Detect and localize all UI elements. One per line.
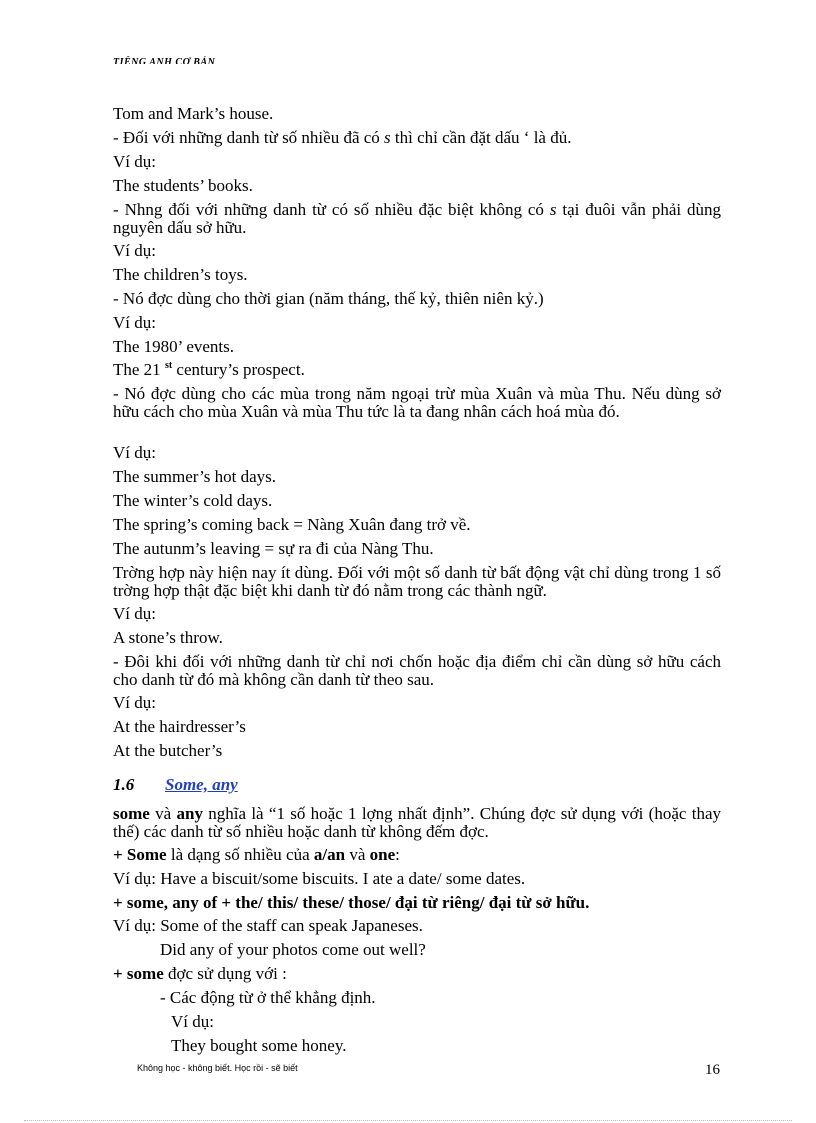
text-paragraph: - Đôi khi đối với những danh từ chỉ nơi chốn hoặc địa điểm chỉ cần dùng sở hữu cách cho danh từ đó mà không cần danh từ theo sau. (113, 652, 721, 689)
text-line: - Đối với những danh từ số nhiều đã có s thì chỉ cần đặt dấu ‘ là đủ. (113, 128, 572, 147)
example-label: Ví dụ: (113, 693, 156, 712)
example-label: Ví dụ: (171, 1012, 214, 1031)
text-paragraph: - Nó đợc dùng cho các mùa trong năm ngoại trừ mùa Xuân và mùa Thu. Nếu dùng sở hữu cách cho mùa Xuân và mùa Thu tức là ta đang nhân cách hoá mùa đó. (113, 384, 721, 421)
rule-line: + some, any of + the/ this/ these/ those/ đại từ riêng/ đại từ sở hữu. (113, 893, 590, 912)
text-paragraph: - Nhng đối với những danh từ có số nhiều đặc biệt không có s tại đuôi vẫn phải dùng nguyên dấu sở hữu. (113, 200, 721, 237)
rule-line: + Some là dạng số nhiều của a/an và one: (113, 845, 400, 864)
footer-text: Không học - không biết. Học rồi - sẽ biết (137, 1063, 298, 1073)
running-header: TIẾNG ANH CƠ BẢN (113, 57, 216, 64)
text-line: The winter’s cold days. (113, 491, 273, 510)
text-line: The summer’s hot days. (113, 467, 277, 486)
example-label: Ví dụ: (113, 152, 156, 171)
text-line: At the butcher’s (113, 741, 223, 760)
text-line: The spring’s coming back = Nàng Xuân đang trở về. (113, 515, 471, 534)
text-line: The 1980’ events. (113, 337, 235, 356)
text-line: - Các động từ ở thể khẳng định. (160, 988, 376, 1007)
text-line: - Nó đợc dùng cho thời gian (năm tháng, thế kỷ, thiên niên kỷ.) (113, 289, 544, 308)
text-paragraph: some và any nghĩa là “1 số hoặc 1 lợng nhất định”. Chúng đợc sử dụng với (hoặc thay thế) các danh từ số nhiều hoặc danh từ không đếm đợc. (113, 804, 721, 841)
text-line: The children’s toys. (113, 265, 248, 284)
example-label: Ví dụ: (113, 443, 156, 462)
example-label: Ví dụ: (113, 604, 156, 623)
text-line: A stone’s throw. (113, 628, 223, 647)
text-line: At the hairdresser’s (113, 717, 246, 736)
text-line: They bought some honey. (171, 1036, 347, 1055)
text-line: The autunm’s leaving = sự ra đi của Nàng Thu. (113, 539, 434, 558)
rule-line: + some đợc sử dụng với : (113, 964, 287, 983)
text-line: Tom and Mark’s house. (113, 104, 274, 123)
page-number: 16 (705, 1062, 720, 1078)
text-line: Ví dụ: Have a biscuit/some biscuits. I ate a date/ some dates. (113, 869, 526, 888)
section-number: 1.6 (113, 775, 135, 794)
text-line: Ví dụ: Some of the staff can speak Japaneses. (113, 916, 423, 935)
example-label: Ví dụ: (113, 313, 156, 332)
section-title-link[interactable]: Some, any (165, 775, 238, 794)
example-label: Ví dụ: (113, 241, 156, 260)
text-line: Did any of your photos come out well? (160, 940, 426, 959)
text-line: The students’ books. (113, 176, 253, 195)
page-divider (24, 1120, 792, 1121)
text-paragraph: Trờng hợp này hiện nay ít dùng. Đối với một số danh từ bất động vật chỉ dùng trong 1 số trờng hợp thật đặc biệt khi danh từ đó nằm trong các thành ngữ. (113, 563, 721, 600)
text-line: The 21 $^{st}$ century’s prospect. (113, 360, 305, 379)
